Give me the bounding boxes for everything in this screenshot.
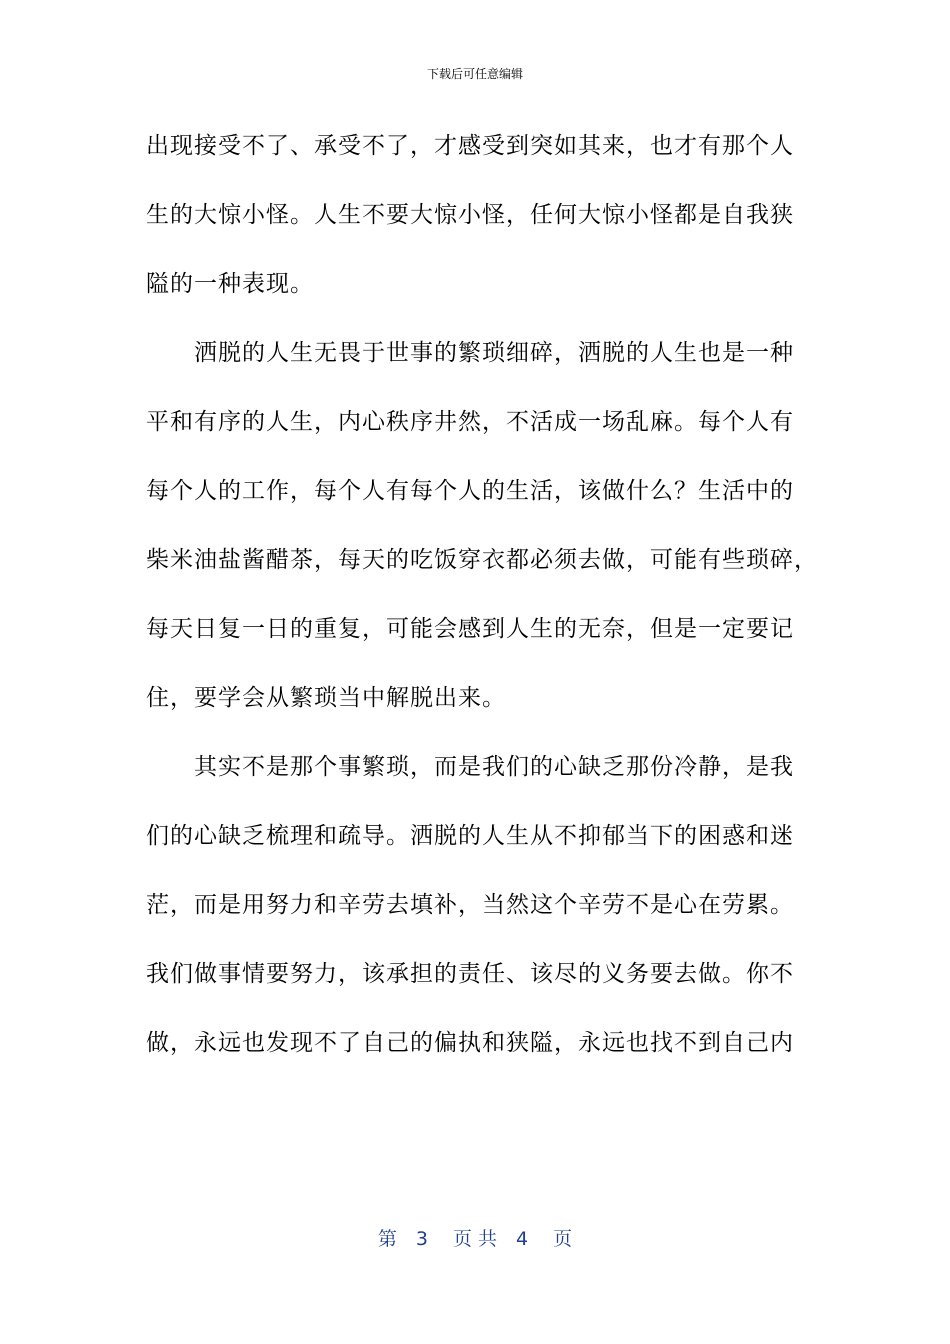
text-line: 生的大惊小怪。人生不要大惊小怪，任何大惊小怪都是自我狭 — [146, 202, 794, 228]
text-line: 们的心缺乏梳理和疏导。洒脱的人生从不抑郁当下的困惑和迷 — [146, 823, 794, 849]
text-line: 茫，而是用努力和辛劳去填补，当然这个辛劳不是心在劳累。 — [146, 892, 794, 918]
body-text — [146, 124, 818, 1090]
text-line: 每天日复一日的重复，可能会感到人生的无奈，但是一定要记 — [146, 616, 794, 642]
text-line: 做，永远也发现不了自己的偏执和狭隘，永远也找不到自己内 — [146, 1030, 794, 1056]
text-line: 其实不是那个事繁琐，而是我们的心缺乏那份冷静，是我 — [146, 754, 794, 780]
text-line: 住，要学会从繁琐当中解脱出来。 — [146, 685, 506, 711]
text-line: 每个人的工作，每个人有每个人的生活，该做什么？生活中的 — [146, 478, 794, 504]
text-line: 隘的一种表现。 — [146, 271, 314, 297]
page-number: 第 3 页 共 4 页 — [377, 1228, 573, 1250]
header-note: 下载后可任意编辑 — [426, 67, 523, 81]
text-line: 出现接受不了、承受不了，才感受到突如其来，也才有那个人 — [146, 133, 794, 159]
text-line: 柴米油盐酱醋茶，每天的吃饭穿衣都必须去做，可能有些琐碎， — [146, 547, 818, 573]
text-line: 我们做事情要努力，该承担的责任、该尽的义务要去做。你不 — [146, 961, 794, 987]
text-line: 平和有序的人生，内心秩序井然，不活成一场乱麻。每个人有 — [146, 409, 794, 435]
text-line: 洒脱的人生无畏于世事的繁琐细碎，洒脱的人生也是一种 — [146, 340, 794, 366]
